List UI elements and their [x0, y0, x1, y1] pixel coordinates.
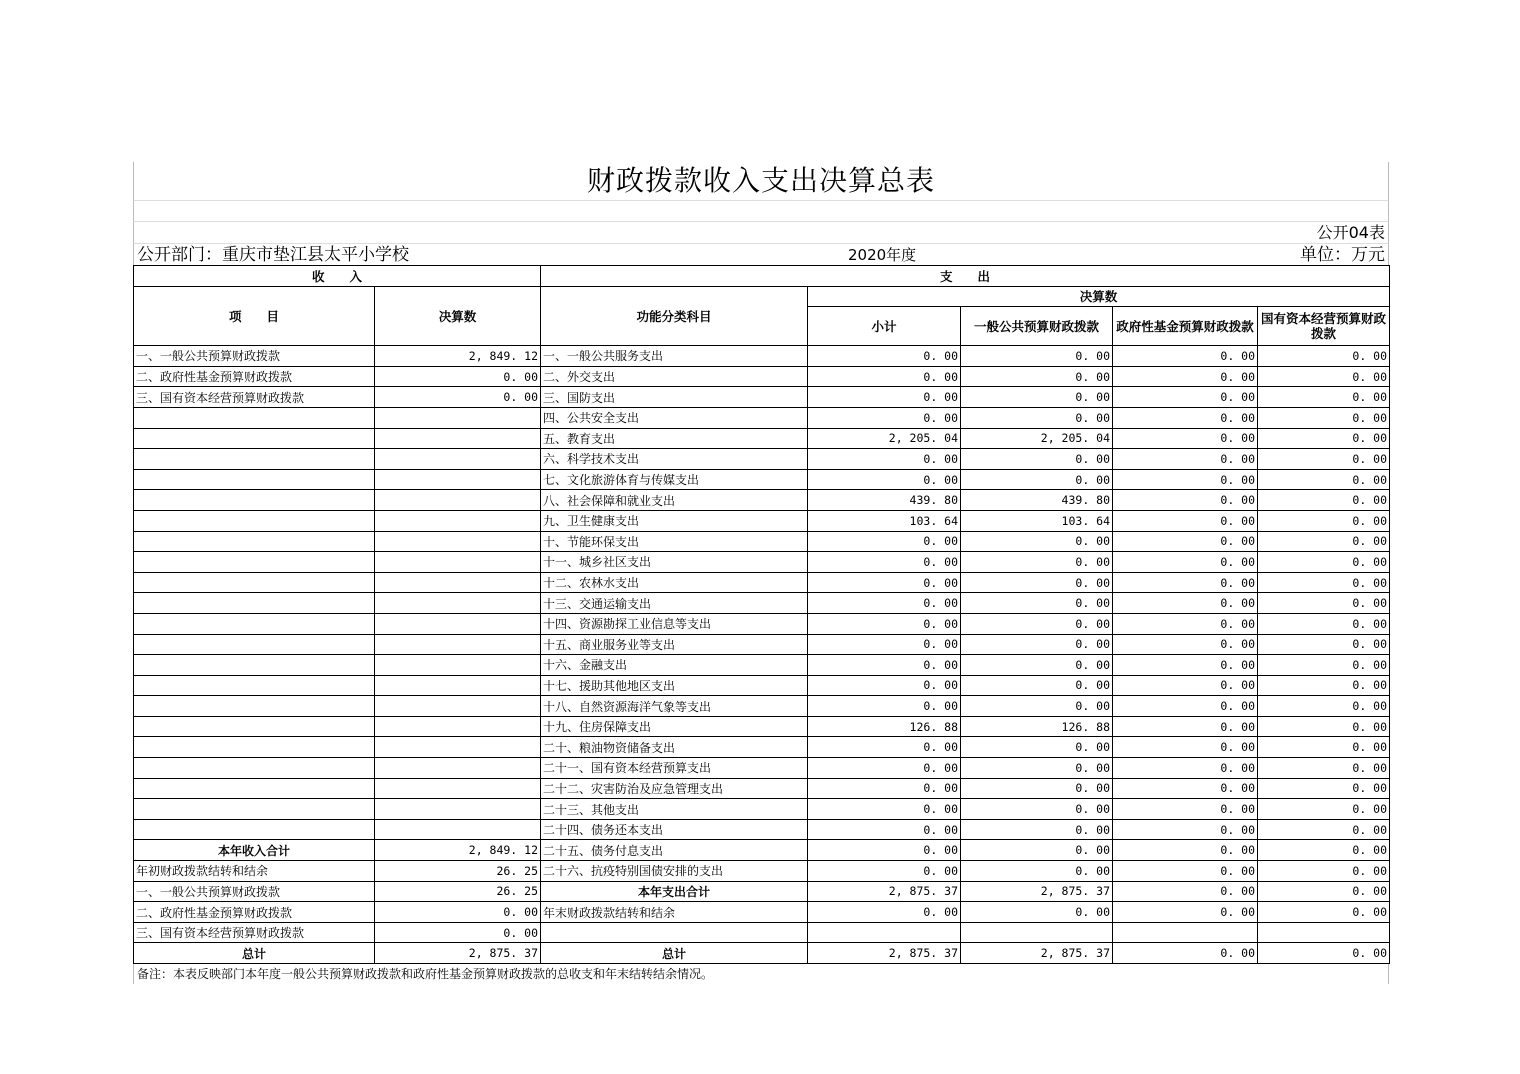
gov-fund-cell: 0. 00: [1113, 449, 1258, 470]
subtotal-cell: 0. 00: [808, 758, 961, 779]
income-amount-cell: [375, 655, 541, 676]
general-cell: 0. 00: [961, 799, 1113, 820]
table-row: [134, 552, 1390, 573]
subtotal-cell: [808, 922, 961, 943]
subtotal-cell: 0. 00: [808, 696, 961, 717]
expense-item-cell: 总计: [541, 943, 808, 964]
state-capital-cell: 0. 00: [1258, 387, 1390, 408]
gov-fund-cell: 0. 00: [1113, 346, 1258, 367]
income-item-cell: [134, 469, 375, 490]
subtotal-cell: 0. 00: [808, 593, 961, 614]
income-item-cell: [134, 634, 375, 655]
department-label: 公开部门：重庆市垫江县太平小学校: [137, 245, 409, 265]
subtotal-cell: 0. 00: [808, 861, 961, 882]
income-amount-cell: [375, 613, 541, 634]
general-header: 一般公共预算财政拨款: [961, 307, 1113, 346]
income-item-cell: 总计: [134, 943, 375, 964]
income-amount-cell: [375, 449, 541, 470]
subtotal-cell: 0. 00: [808, 675, 961, 696]
header-row-2: [134, 286, 1390, 307]
income-item-cell: [134, 510, 375, 531]
header-row-1: [134, 266, 1390, 287]
gov-fund-cell: 0. 00: [1113, 655, 1258, 676]
income-amount-cell: [375, 819, 541, 840]
expense-item-cell: 三、国防支出: [541, 387, 808, 408]
subtotal-cell: 0. 00: [808, 840, 961, 861]
general-cell: 103. 64: [961, 510, 1113, 531]
general-cell: 2, 875. 37: [961, 881, 1113, 902]
income-amount-cell: [375, 799, 541, 820]
income-item-cell: 本年收入合计: [134, 840, 375, 861]
budget-table: [133, 265, 1390, 964]
gov-fund-cell: 0. 00: [1113, 552, 1258, 573]
table-row: [134, 428, 1390, 449]
income-amount-cell: [375, 407, 541, 428]
fiscal-year: 2020年度: [848, 246, 917, 264]
meta-row-info: [133, 243, 1389, 265]
general-cell: [961, 922, 1113, 943]
income-item-cell: [134, 490, 375, 511]
table-row: [134, 737, 1390, 758]
general-cell: 0. 00: [961, 634, 1113, 655]
subtotal-cell: 0. 00: [808, 613, 961, 634]
subtotal-cell: 0. 00: [808, 552, 961, 573]
income-item-cell: [134, 531, 375, 552]
expense-item-cell: 五、教育支出: [541, 428, 808, 449]
general-cell: 0. 00: [961, 758, 1113, 779]
subtotal-cell: 0. 00: [808, 778, 961, 799]
subtotal-cell: 0. 00: [808, 387, 961, 408]
report-sheet: [133, 162, 1389, 984]
subtotal-cell: 2, 205. 04: [808, 428, 961, 449]
table-row: [134, 449, 1390, 470]
income-item-cell: 三、国有资本经营预算财政拨款: [134, 387, 375, 408]
income-item-cell: [134, 758, 375, 779]
item-header: 项 目: [134, 286, 375, 346]
footnote: 备注：本表反映部门本年度一般公共预算财政拨款和政府性基金预算财政拨款的总收支和年末结转结余情况。: [133, 964, 1389, 984]
general-cell: 0. 00: [961, 572, 1113, 593]
state-capital-cell: 0. 00: [1258, 655, 1390, 676]
state-capital-cell: 0. 00: [1258, 366, 1390, 387]
expense-item-cell: 十一、城乡社区支出: [541, 552, 808, 573]
income-amount-cell: 0. 00: [375, 922, 541, 943]
gov-fund-header: 政府性基金预算财政拨款: [1113, 307, 1258, 346]
income-amount-cell: [375, 572, 541, 593]
expense-item-cell: 八、社会保障和就业支出: [541, 490, 808, 511]
gov-fund-cell: 0. 00: [1113, 428, 1258, 449]
table-row: [134, 531, 1390, 552]
subtotal-cell: 0. 00: [808, 902, 961, 923]
income-item-cell: [134, 716, 375, 737]
amount-header: 决算数: [375, 286, 541, 346]
gov-fund-cell: 0. 00: [1113, 490, 1258, 511]
expense-item-cell: 二十、粮油物资储备支出: [541, 737, 808, 758]
income-item-cell: [134, 407, 375, 428]
income-item-cell: [134, 778, 375, 799]
income-amount-cell: [375, 696, 541, 717]
income-item-cell: 一、一般公共预算财政拨款: [134, 346, 375, 367]
income-item-cell: 二、政府性基金预算财政拨款: [134, 902, 375, 923]
expense-item-cell: 二十六、抗疫特别国债安排的支出: [541, 861, 808, 882]
gov-fund-cell: 0. 00: [1113, 469, 1258, 490]
general-cell: 0. 00: [961, 819, 1113, 840]
income-amount-cell: [375, 778, 541, 799]
state-capital-cell: 0. 00: [1258, 552, 1390, 573]
income-amount-cell: [375, 634, 541, 655]
state-capital-cell: 0. 00: [1258, 861, 1390, 882]
expense-item-cell: 四、公共安全支出: [541, 407, 808, 428]
general-cell: 0. 00: [961, 449, 1113, 470]
state-capital-cell: [1258, 922, 1390, 943]
subtotal-cell: 126. 88: [808, 716, 961, 737]
table-row: [134, 346, 1390, 367]
income-header: 收 入: [134, 266, 541, 287]
expense-item-cell: 十八、自然资源海洋气象等支出: [541, 696, 808, 717]
income-amount-cell: [375, 675, 541, 696]
income-item-cell: [134, 572, 375, 593]
table-row: [134, 407, 1390, 428]
income-item-cell: [134, 449, 375, 470]
gov-fund-cell: 0. 00: [1113, 861, 1258, 882]
table-row: [134, 799, 1390, 820]
table-row: [134, 469, 1390, 490]
table-row: [134, 758, 1390, 779]
state-capital-cell: 0. 00: [1258, 758, 1390, 779]
table-row: [134, 861, 1390, 882]
general-cell: 2, 205. 04: [961, 428, 1113, 449]
state-capital-cell: 0. 00: [1258, 346, 1390, 367]
income-item-cell: [134, 613, 375, 634]
expense-item-cell: 十、节能环保支出: [541, 531, 808, 552]
state-capital-cell: 0. 00: [1258, 696, 1390, 717]
income-item-cell: [134, 428, 375, 449]
gov-fund-cell: [1113, 922, 1258, 943]
income-item-cell: [134, 675, 375, 696]
general-cell: 0. 00: [961, 902, 1113, 923]
gov-fund-cell: 0. 00: [1113, 593, 1258, 614]
gov-fund-cell: 0. 00: [1113, 531, 1258, 552]
income-amount-cell: 26. 25: [375, 861, 541, 882]
gov-fund-cell: 0. 00: [1113, 634, 1258, 655]
state-capital-cell: 0. 00: [1258, 716, 1390, 737]
expense-item-cell: 十二、农林水支出: [541, 572, 808, 593]
income-amount-cell: [375, 469, 541, 490]
gov-fund-cell: 0. 00: [1113, 778, 1258, 799]
gov-fund-cell: 0. 00: [1113, 840, 1258, 861]
general-cell: 0. 00: [961, 531, 1113, 552]
table-row: [134, 943, 1390, 964]
table-row: [134, 840, 1390, 861]
income-amount-cell: [375, 510, 541, 531]
gov-fund-cell: 0. 00: [1113, 881, 1258, 902]
income-amount-cell: 0. 00: [375, 902, 541, 923]
income-amount-cell: 26. 25: [375, 881, 541, 902]
expense-item-cell: [541, 922, 808, 943]
expense-item-cell: 十五、商业服务业等支出: [541, 634, 808, 655]
state-capital-cell: 0. 00: [1258, 634, 1390, 655]
general-cell: 0. 00: [961, 469, 1113, 490]
subtotal-cell: 439. 80: [808, 490, 961, 511]
subtotal-cell: 0. 00: [808, 469, 961, 490]
table-row: [134, 366, 1390, 387]
general-cell: 0. 00: [961, 387, 1113, 408]
table-row: [134, 778, 1390, 799]
expense-header: 支 出: [541, 266, 1390, 287]
expense-item-cell: 十七、援助其他地区支出: [541, 675, 808, 696]
table-row: [134, 490, 1390, 511]
expense-item-cell: 二十五、债务付息支出: [541, 840, 808, 861]
income-amount-cell: [375, 737, 541, 758]
expense-item-cell: 二十三、其他支出: [541, 799, 808, 820]
table-row: [134, 634, 1390, 655]
income-amount-cell: [375, 552, 541, 573]
state-capital-cell: 0. 00: [1258, 510, 1390, 531]
expense-item-cell: 本年支出合计: [541, 881, 808, 902]
table-row: [134, 696, 1390, 717]
table-row: [134, 613, 1390, 634]
state-capital-cell: 0. 00: [1258, 819, 1390, 840]
subtotal-cell: 103. 64: [808, 510, 961, 531]
state-capital-cell: 0. 00: [1258, 572, 1390, 593]
gov-fund-cell: 0. 00: [1113, 716, 1258, 737]
gov-fund-cell: 0. 00: [1113, 407, 1258, 428]
state-capital-cell: 0. 00: [1258, 799, 1390, 820]
gov-fund-cell: 0. 00: [1113, 902, 1258, 923]
state-capital-cell: 0. 00: [1258, 449, 1390, 470]
income-amount-cell: 0. 00: [375, 387, 541, 408]
general-cell: 0. 00: [961, 346, 1113, 367]
general-cell: 0. 00: [961, 593, 1113, 614]
general-cell: 0. 00: [961, 552, 1113, 573]
gov-fund-cell: 0. 00: [1113, 943, 1258, 964]
gov-fund-cell: 0. 00: [1113, 696, 1258, 717]
general-cell: 439. 80: [961, 490, 1113, 511]
state-capital-cell: 0. 00: [1258, 881, 1390, 902]
func-header: 功能分类科目: [541, 286, 808, 346]
income-item-cell: [134, 799, 375, 820]
income-amount-cell: 0. 00: [375, 366, 541, 387]
general-cell: 126. 88: [961, 716, 1113, 737]
subtotal-cell: 2, 875. 37: [808, 943, 961, 964]
subtotal-cell: 2, 875. 37: [808, 881, 961, 902]
state-capital-cell: 0. 00: [1258, 428, 1390, 449]
expense-item-cell: 七、文化旅游体育与传媒支出: [541, 469, 808, 490]
expense-item-cell: 十九、住房保障支出: [541, 716, 808, 737]
income-item-cell: [134, 819, 375, 840]
subtotal-cell: 0. 00: [808, 531, 961, 552]
income-item-cell: 年初财政拨款结转和结余: [134, 861, 375, 882]
state-capital-header: 国有资本经营预算财政拨款: [1258, 307, 1390, 346]
income-amount-cell: [375, 490, 541, 511]
income-item-cell: 一、一般公共预算财政拨款: [134, 881, 375, 902]
gov-fund-cell: 0. 00: [1113, 613, 1258, 634]
subtotal-header: 小计: [808, 307, 961, 346]
income-amount-cell: [375, 758, 541, 779]
subtotal-cell: 0. 00: [808, 366, 961, 387]
gov-fund-cell: 0. 00: [1113, 387, 1258, 408]
expense-item-cell: 二、外交支出: [541, 366, 808, 387]
general-cell: 0. 00: [961, 778, 1113, 799]
expense-item-cell: 年末财政拨款结转和结余: [541, 902, 808, 923]
table-row: [134, 510, 1390, 531]
income-item-cell: [134, 655, 375, 676]
state-capital-cell: 0. 00: [1258, 613, 1390, 634]
spacer-row: [133, 200, 1389, 221]
general-cell: 0. 00: [961, 613, 1113, 634]
state-capital-cell: 0. 00: [1258, 675, 1390, 696]
subtotal-cell: 0. 00: [808, 346, 961, 367]
subtotal-cell: 0. 00: [808, 572, 961, 593]
decision-header: 决算数: [808, 286, 1390, 307]
general-cell: 0. 00: [961, 675, 1113, 696]
income-item-cell: [134, 696, 375, 717]
state-capital-cell: 0. 00: [1258, 407, 1390, 428]
subtotal-cell: 0. 00: [808, 655, 961, 676]
expense-item-cell: 六、科学技术支出: [541, 449, 808, 470]
general-cell: 0. 00: [961, 366, 1113, 387]
gov-fund-cell: 0. 00: [1113, 366, 1258, 387]
table-row: [134, 716, 1390, 737]
income-amount-cell: 2, 849. 12: [375, 346, 541, 367]
income-amount-cell: [375, 531, 541, 552]
expense-item-cell: 十四、资源勘探工业信息等支出: [541, 613, 808, 634]
form-code: 公开04表: [1316, 223, 1385, 242]
general-cell: 0. 00: [961, 861, 1113, 882]
income-item-cell: [134, 552, 375, 573]
income-amount-cell: 2, 849. 12: [375, 840, 541, 861]
general-cell: 0. 00: [961, 696, 1113, 717]
general-cell: 0. 00: [961, 840, 1113, 861]
gov-fund-cell: 0. 00: [1113, 737, 1258, 758]
general-cell: 0. 00: [961, 737, 1113, 758]
gov-fund-cell: 0. 00: [1113, 572, 1258, 593]
expense-item-cell: 二十一、国有资本经营预算支出: [541, 758, 808, 779]
table-row: [134, 572, 1390, 593]
general-cell: 0. 00: [961, 407, 1113, 428]
unit-label: 单位：万元: [1300, 245, 1385, 265]
expense-item-cell: 十三、交通运输支出: [541, 593, 808, 614]
table-row: [134, 655, 1390, 676]
subtotal-cell: 0. 00: [808, 819, 961, 840]
subtotal-cell: 0. 00: [808, 799, 961, 820]
table-row: [134, 922, 1390, 943]
general-cell: 2, 875. 37: [961, 943, 1113, 964]
table-row: [134, 881, 1390, 902]
table-row: [134, 675, 1390, 696]
income-item-cell: 三、国有资本经营预算财政拨款: [134, 922, 375, 943]
expense-item-cell: 九、卫生健康支出: [541, 510, 808, 531]
state-capital-cell: 0. 00: [1258, 778, 1390, 799]
state-capital-cell: 0. 00: [1258, 490, 1390, 511]
state-capital-cell: 0. 00: [1258, 902, 1390, 923]
state-capital-cell: 0. 00: [1258, 469, 1390, 490]
gov-fund-cell: 0. 00: [1113, 799, 1258, 820]
gov-fund-cell: 0. 00: [1113, 758, 1258, 779]
state-capital-cell: 0. 00: [1258, 943, 1390, 964]
gov-fund-cell: 0. 00: [1113, 510, 1258, 531]
income-amount-cell: [375, 428, 541, 449]
subtotal-cell: 0. 00: [808, 449, 961, 470]
table-row: [134, 819, 1390, 840]
income-item-cell: [134, 737, 375, 758]
gov-fund-cell: 0. 00: [1113, 819, 1258, 840]
subtotal-cell: 0. 00: [808, 634, 961, 655]
state-capital-cell: 0. 00: [1258, 840, 1390, 861]
income-item-cell: [134, 593, 375, 614]
state-capital-cell: 0. 00: [1258, 737, 1390, 758]
state-capital-cell: 0. 00: [1258, 531, 1390, 552]
table-row: [134, 387, 1390, 408]
report-title: 财政拨款收入支出决算总表: [133, 162, 1389, 200]
general-cell: 0. 00: [961, 655, 1113, 676]
subtotal-cell: 0. 00: [808, 407, 961, 428]
subtotal-cell: 0. 00: [808, 737, 961, 758]
gov-fund-cell: 0. 00: [1113, 675, 1258, 696]
state-capital-cell: 0. 00: [1258, 593, 1390, 614]
expense-item-cell: 十六、金融支出: [541, 655, 808, 676]
income-amount-cell: [375, 716, 541, 737]
expense-item-cell: 二十四、债务还本支出: [541, 819, 808, 840]
income-amount-cell: [375, 593, 541, 614]
table-row: [134, 902, 1390, 923]
table-row: [134, 593, 1390, 614]
income-amount-cell: 2, 875. 37: [375, 943, 541, 964]
expense-item-cell: 二十二、灾害防治及应急管理支出: [541, 778, 808, 799]
income-item-cell: 二、政府性基金预算财政拨款: [134, 366, 375, 387]
expense-item-cell: 一、一般公共服务支出: [541, 346, 808, 367]
